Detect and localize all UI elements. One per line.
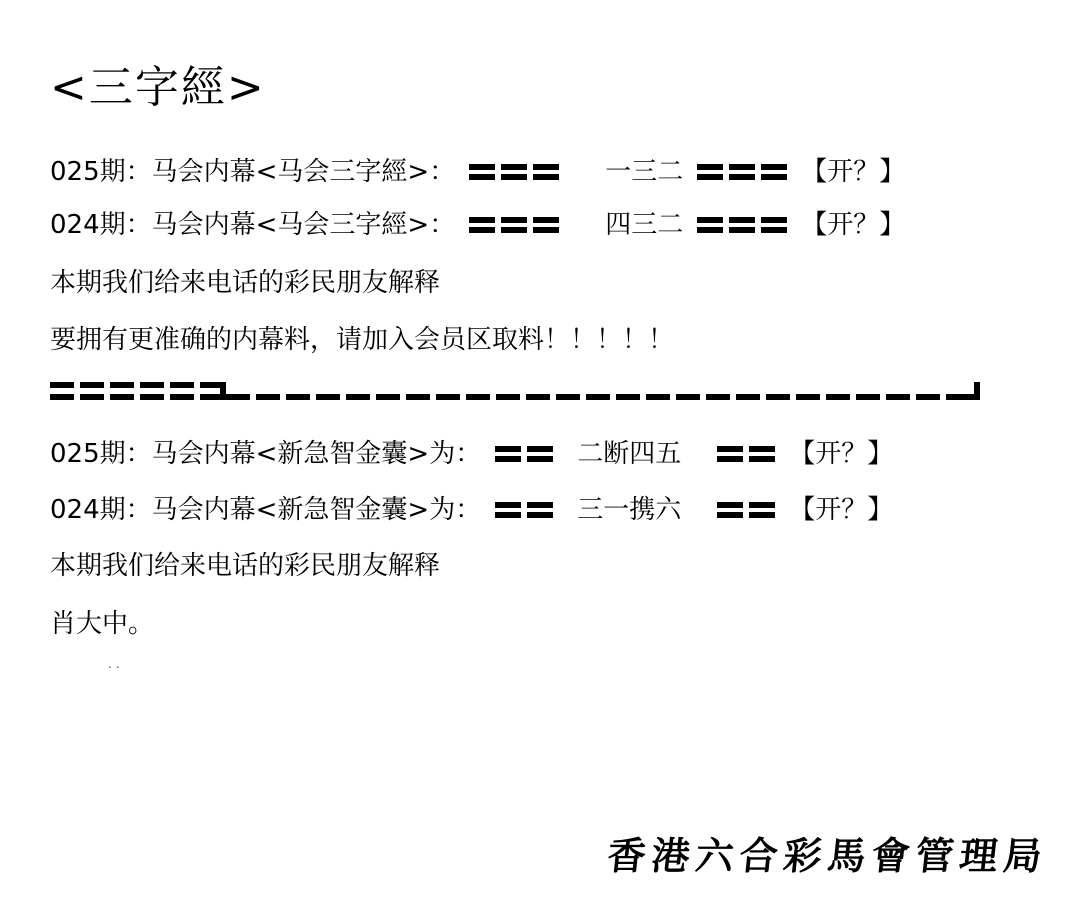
explanation-note: 本期我们给来电话的彩民朋友解释	[50, 268, 441, 298]
jin-nang-row	[50, 436, 893, 472]
san-zi-jing-row	[50, 154, 905, 190]
jin-nang-row	[50, 492, 893, 528]
bar-block	[469, 164, 559, 180]
bar-block	[717, 502, 775, 518]
san-zi-jing-row	[50, 207, 905, 243]
row-status: 【开？】	[789, 495, 894, 525]
row-label: 025期：马会内幕<马会三字經>：	[50, 157, 456, 187]
signature-stamp: 香港六合彩馬會管理局	[605, 833, 1051, 878]
row-status: 【开？】	[789, 439, 894, 469]
row-status: 【开？】	[801, 157, 906, 187]
row-label: 024期：马会内幕<马会三字經>：	[50, 210, 456, 240]
dashed-separator	[50, 380, 990, 408]
row-label: 025期：马会内幕<新急智金囊>为：	[50, 439, 482, 469]
membership-note: 要拥有更准确的内幕料，请加入会员区取料！！！！！	[50, 325, 675, 355]
bar-block	[717, 446, 775, 462]
bar-block	[495, 502, 553, 518]
row-value: 二断四五	[577, 439, 682, 469]
bar-block	[469, 217, 559, 233]
bar-block	[697, 164, 787, 180]
bar-block	[697, 217, 787, 233]
row-label: 024期：马会内幕<新急智金囊>为：	[50, 495, 482, 525]
row-status: 【开？】	[801, 210, 906, 240]
row-value: 三一携六	[577, 495, 682, 525]
explanation-note: 本期我们给来电话的彩民朋友解释	[50, 551, 441, 581]
row-value: 四三二	[605, 210, 684, 240]
zodiac-hint: 肖大中。	[50, 609, 155, 639]
bar-block	[495, 446, 553, 462]
page-title: <三字經>	[50, 62, 266, 113]
row-value: 一三二	[605, 157, 684, 187]
stray-dots: ..	[108, 657, 124, 671]
